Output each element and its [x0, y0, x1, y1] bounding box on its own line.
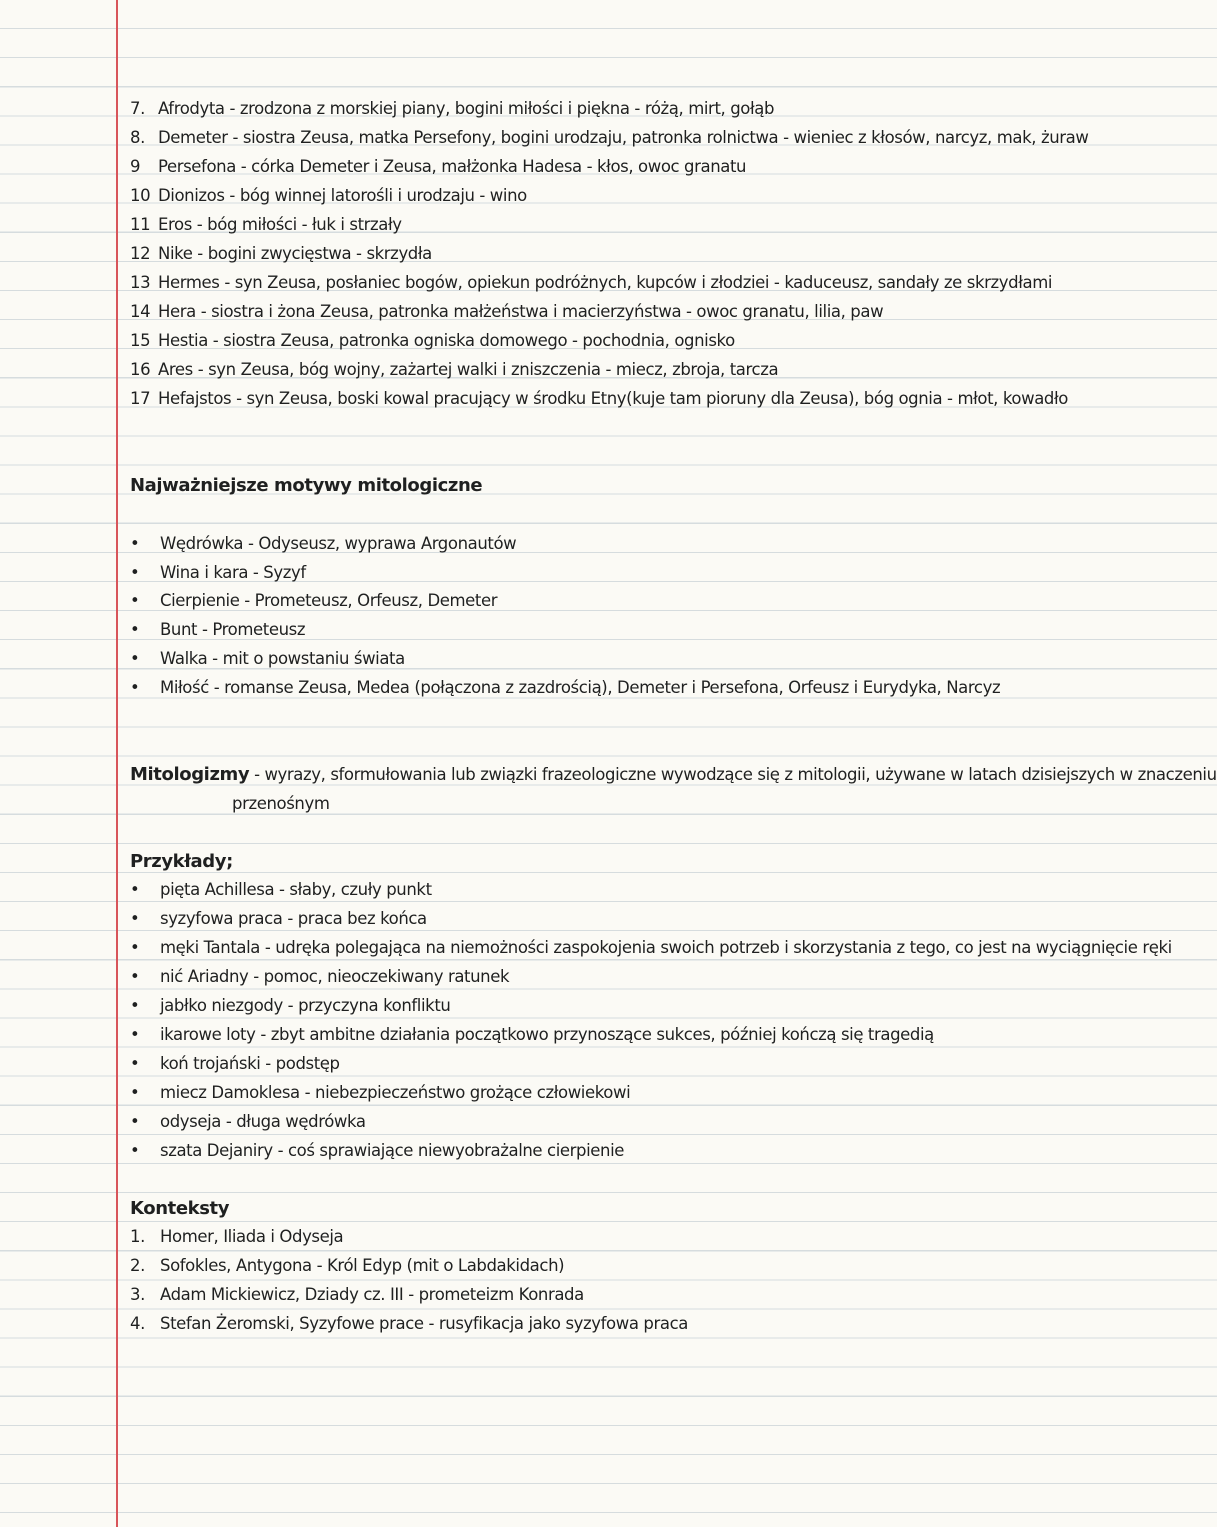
motifs-heading: Najważniejsze motywy mitologiczne: [130, 475, 483, 496]
example-item: • szata Dejaniry - coś sprawiające niewyobrażalne cierpienie: [130, 1141, 625, 1160]
motif-item: • Bunt - Prometeusz: [130, 620, 306, 639]
example-item: • nić Ariadny - pomoc, nieoczekiwany ratunek: [130, 967, 510, 986]
example-item: • jabłko niezgody - przyczyna konfliktu: [130, 996, 451, 1015]
example-item: • koń trojański - podstęp: [130, 1054, 340, 1073]
mythologisms-definition-cont: przenośnym: [232, 794, 330, 813]
example-item: • ikarowe loty - zbyt ambitne działania początkowo przynoszące sukces, później kończą się tragedią: [130, 1025, 934, 1044]
example-item: • pięta Achillesa - słaby, czuły punkt: [130, 880, 432, 899]
motif-item: • Wina i kara - Syzyf: [130, 563, 306, 582]
motif-item: • Cierpienie - Prometeusz, Orfeusz, Demeter: [130, 591, 498, 610]
motif-item: • Wędrówka - Odyseusz, wyprawa Argonautów: [130, 534, 517, 553]
margin-line: [116, 0, 118, 1527]
list-item: 14 Hera - siostra i żona Zeusa, patronka małżeństwa i macierzyństwa - owoc granatu, lilia, paw: [130, 302, 884, 321]
list-item: 13 Hermes - syn Zeusa, posłaniec bogów, opiekun podróżnych, kupców i złodziei - kaduceusz, sandały ze skrzydłami: [130, 273, 1053, 292]
context-item: 3. Adam Mickiewicz, Dziady cz. III - prometeizm Konrada: [130, 1285, 584, 1304]
list-item: 12 Nike - bogini zwycięstwa - skrzydła: [130, 244, 432, 263]
list-item: 16 Ares - syn Zeusa, bóg wojny, zażartej walki i zniszczenia - miecz, zbroja, tarcza: [130, 360, 779, 379]
list-item: 7. Afrodyta - zrodzona z morskiej piany, bogini miłości i piękna - różą, mirt, gołąb: [130, 99, 775, 118]
contexts-heading: Konteksty: [130, 1198, 230, 1219]
list-item: 17 Hefajstos - syn Zeusa, boski kowal pracujący w środku Etny(kuje tam pioruny dla Zeusa), bóg ognia - młot, kowadło: [130, 389, 1068, 408]
list-item: 8. Demeter - siostra Zeusa, matka Persefony, bogini urodzaju, patronka rolnictwa - wieniec z kłosów, narcyz, mak, żuraw: [130, 128, 1089, 147]
list-item: 11 Eros - bóg miłości - łuk i strzały: [130, 215, 402, 234]
mythologisms-definition: Mitologizmy - wyrazy, sformułowania lub związki frazeologiczne wywodzące się z mitologii, używane w latach dzisiejszych w znaczeniu: [130, 764, 1217, 785]
motif-item: • Miłość - romanse Zeusa, Medea (połączona z zazdrością), Demeter i Persefona, Orfeusz i Eurydyka, Narcyz: [130, 678, 1001, 697]
example-item: • miecz Damoklesa - niebezpieczeństwo grożące człowiekowi: [130, 1083, 631, 1102]
example-item: • syzyfowa praca - praca bez końca: [130, 909, 427, 928]
list-item: 9 Persefona - córka Demeter i Zeusa, małżonka Hadesa - kłos, owoc granatu: [130, 157, 747, 176]
context-item: 4. Stefan Żeromski, Syzyfowe prace - rusyfikacja jako syzyfowa praca: [130, 1314, 688, 1333]
list-item: 15 Hestia - siostra Zeusa, patronka ogniska domowego - pochodnia, ognisko: [130, 331, 735, 350]
examples-heading: Przykłady;: [130, 851, 233, 872]
example-item: • odyseja - długa wędrówka: [130, 1112, 366, 1131]
example-item: • męki Tantala - udręka polegająca na niemożności zaspokojenia swoich potrzeb i skorzystania z tego, co jest na wyciągnięcie ręki: [130, 938, 1172, 957]
context-item: 1. Homer, Iliada i Odyseja: [130, 1227, 344, 1246]
motif-item: • Walka - mit o powstaniu świata: [130, 649, 405, 668]
list-item: 10 Dionizos - bóg winnej latorośli i urodzaju - wino: [130, 186, 527, 205]
context-item: 2. Sofokles, Antygona - Król Edyp (mit o Labdakidach): [130, 1256, 565, 1275]
